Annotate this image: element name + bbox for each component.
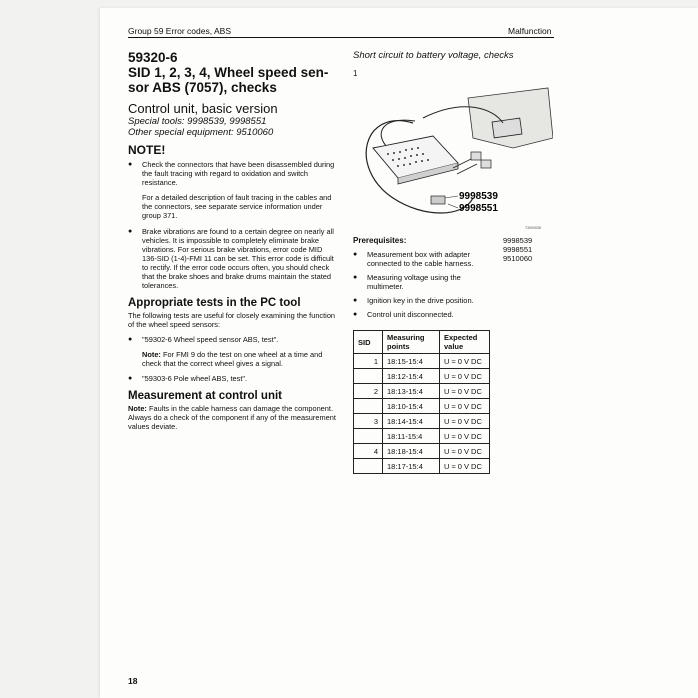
column-header-expected-value: Expected value	[440, 331, 490, 354]
pc-test-1: "59302-6 Wheel speed sensor ABS, test".	[142, 335, 279, 344]
other-equipment: Other special equipment: 9510060	[128, 127, 274, 138]
measurement-box-illustration	[353, 78, 553, 228]
prereq-item-4: Control unit disconnected.	[367, 310, 454, 319]
cell-sid: 3	[354, 414, 383, 429]
cell-sid	[354, 369, 383, 384]
special-tools: Special tools: 9998539, 9998551	[128, 116, 267, 127]
list-item	[353, 296, 483, 305]
list-item	[353, 250, 483, 268]
table-row	[354, 429, 490, 444]
prereq-item-1: Measurement box with adapter connected to the cable harness.	[367, 250, 474, 268]
cell-measuring-points: 18:13-15:4	[383, 384, 440, 399]
cell-expected-value: U ≈ 0 V DC	[440, 429, 490, 444]
cell-sid: 1	[354, 354, 383, 369]
note-bullet-1: Check the connectors that have been disassembled during the fault tracing with regard to oxidation and switch resistance.	[142, 160, 335, 187]
measurement-heading: Measurement at control unit	[128, 390, 282, 402]
bullet-icon: ●	[353, 311, 358, 318]
adapter-wires	[453, 158, 477, 174]
header-group: Group 59 Error codes, ABS	[128, 26, 231, 36]
procedure-subtitle: Control unit, basic version	[128, 101, 278, 116]
cell-measuring-points: 18:10-15:4	[383, 399, 440, 414]
header-section: Malfunction	[508, 26, 552, 36]
cell-expected-value: U ≈ 0 V DC	[440, 459, 490, 474]
figure-label-1: 9998539	[459, 191, 498, 202]
cell-expected-value: U ≈ 0 V DC	[440, 354, 490, 369]
bullet-icon: ●	[128, 336, 133, 343]
note-heading: NOTE!	[128, 143, 166, 157]
right-column	[353, 50, 553, 78]
header-divider	[128, 37, 554, 38]
control-unit-outline	[468, 88, 553, 148]
pc-tool-note	[142, 350, 336, 368]
cell-expected-value: U ≈ 0 V DC	[440, 444, 490, 459]
column-header-measuring-points: Measuring points	[383, 331, 440, 354]
procedure-title-line1: SID 1, 2, 3, 4, Wheel speed sen-	[128, 65, 329, 80]
pc-tool-heading: Appropriate tests in the PC tool	[128, 297, 301, 309]
measurement-note-label: Note:	[128, 404, 147, 413]
note-paragraph: For a detailed description of fault tracing in the cables and the connectors, see separate service information under group 371.	[142, 193, 332, 220]
measurement-note-text: Faults in the cable harness can damage the component. Always do a check of the component if any of the measurement values deviate.	[128, 404, 336, 431]
prereq-item-3: Ignition key in the drive position.	[367, 296, 474, 305]
measurement-note	[128, 404, 336, 431]
table-row	[354, 354, 490, 369]
list-item	[353, 273, 483, 291]
table-row	[354, 444, 490, 459]
pc-tool-intro: The following tests are useful for closely examining the function of the wheel speed sensors:	[128, 311, 336, 329]
cell-sid	[354, 399, 383, 414]
tool-number: 9998539	[503, 236, 533, 245]
cell-sid	[354, 429, 383, 444]
cell-expected-value: U ≈ 0 V DC	[440, 369, 490, 384]
cell-sid	[354, 459, 383, 474]
left-column	[128, 50, 336, 431]
tool-list	[503, 236, 532, 263]
leader-line-2	[448, 204, 458, 208]
pc-tool-note-text: For FMI 9 do the test on one wheel at a time and check that the correct wheel gives a signal.	[142, 350, 323, 368]
procedure-code: 59320-6	[128, 50, 178, 65]
table-row	[354, 399, 490, 414]
measurement-table	[353, 330, 490, 474]
tool-number: 9998551	[503, 245, 533, 254]
page-number: 18	[128, 676, 138, 686]
adapter-plug	[431, 196, 445, 204]
note-bullet-2: Brake vibrations are found to a certain degree on nearly all vehicles. It is impossible to completely eliminate brake vibrations. For serious brake vibrations, error code MID 136-SID (1-4)-FMI 11 can be set. This error code is difficult to rectify. If the error code occurs often, you should check that the brake shoes and brake drums maintain the stated tolerances.	[142, 227, 334, 290]
list-item	[128, 335, 336, 344]
procedure-title-line2: sor ABS (7057), checks	[128, 80, 277, 95]
list-item	[128, 374, 336, 383]
cell-expected-value: U ≈ 0 V DC	[440, 384, 490, 399]
cell-measuring-points: 18:17-15:4	[383, 459, 440, 474]
cell-measuring-points: 18:15-15:4	[383, 354, 440, 369]
table-row	[354, 369, 490, 384]
figure-number: 1	[353, 69, 358, 78]
figure-id: T3009038	[525, 226, 541, 230]
adapter-connector-1	[471, 152, 481, 160]
pc-tool-note-label: Note:	[142, 350, 161, 359]
control-unit-connector	[492, 118, 522, 138]
cell-expected-value: U ≈ 0 V DC	[440, 399, 490, 414]
list-item	[353, 310, 483, 319]
cell-measuring-points: 18:11-15:4	[383, 429, 440, 444]
figure-label-2: 9998551	[459, 203, 498, 214]
bullet-icon: ●	[128, 375, 133, 382]
prereq-item-2: Measuring voltage using the multimeter.	[367, 273, 461, 291]
prerequisites-heading: Prerequisites:	[353, 236, 407, 245]
table-row	[354, 414, 490, 429]
table-row	[354, 459, 490, 474]
bullet-icon: ●	[353, 251, 358, 258]
cell-measuring-points: 18:18-15:4	[383, 444, 440, 459]
tool-number: 9510060	[503, 254, 533, 263]
bullet-icon: ●	[128, 228, 133, 235]
list-item	[128, 160, 336, 187]
bullet-icon: ●	[128, 161, 133, 168]
cell-expected-value: U ≈ 0 V DC	[440, 414, 490, 429]
bullet-icon: ●	[353, 274, 358, 281]
adapter-connector-2	[481, 160, 491, 168]
cell-measuring-points: 18:12-15:4	[383, 369, 440, 384]
list-item	[128, 227, 336, 290]
cell-sid: 4	[354, 444, 383, 459]
leader-line-1	[445, 196, 458, 198]
bullet-icon: ●	[353, 297, 358, 304]
table-header-row	[354, 331, 490, 354]
cell-measuring-points: 18:14-15:4	[383, 414, 440, 429]
figure-caption: Short circuit to battery voltage, checks	[353, 50, 514, 61]
column-header-sid: SID	[354, 331, 383, 354]
cell-sid: 2	[354, 384, 383, 399]
table-row	[354, 384, 490, 399]
pc-test-2: "59303-6 Pole wheel ABS, test".	[142, 374, 248, 383]
